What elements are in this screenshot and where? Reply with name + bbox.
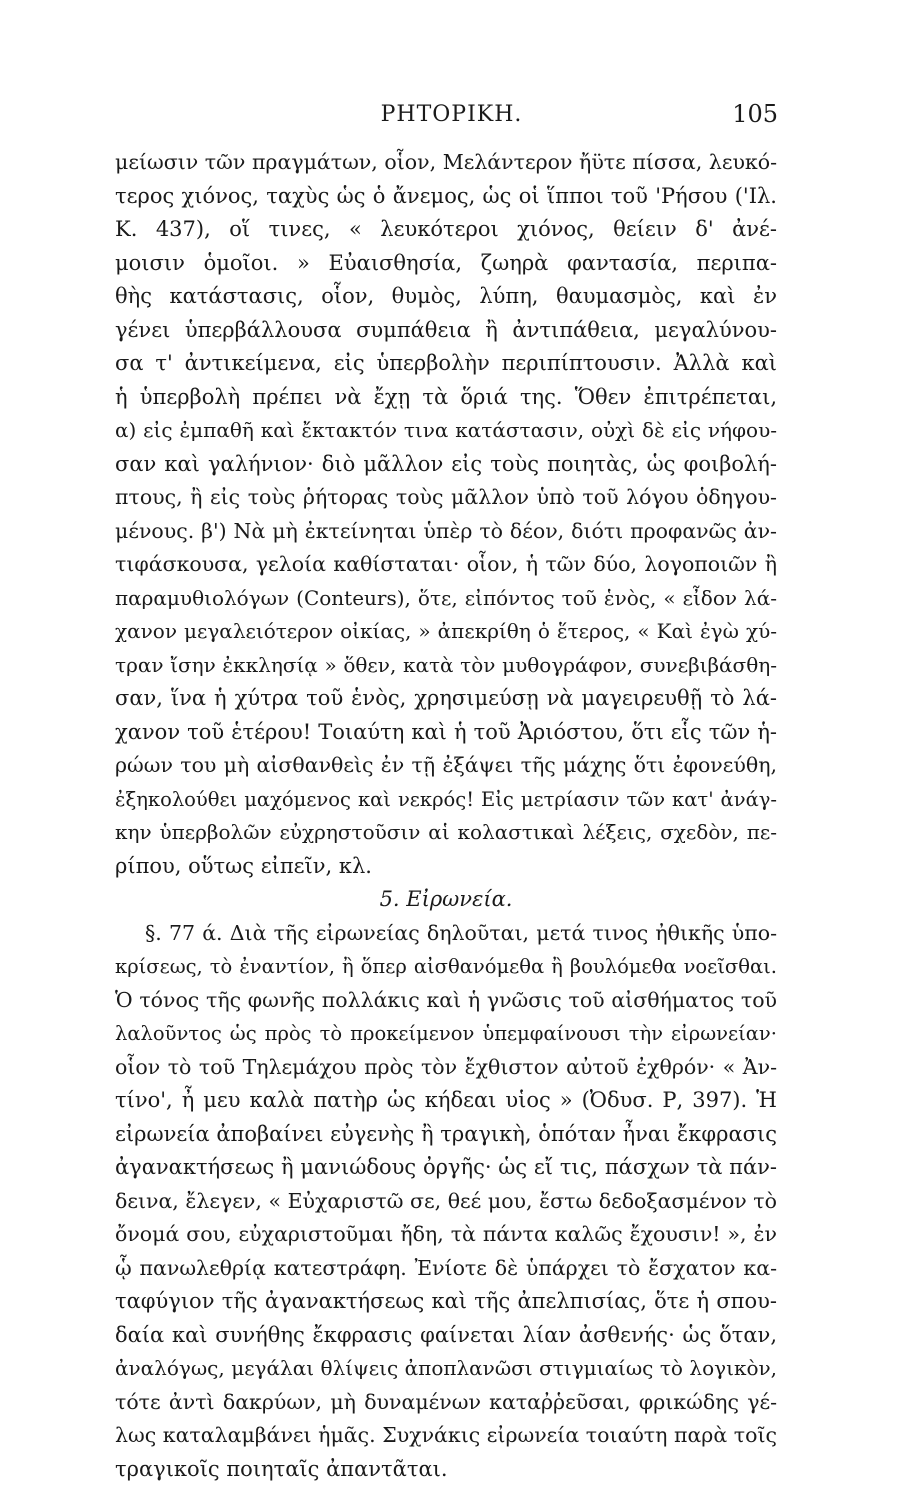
text-line: παραμυθιολόγων (Conteurs), ὅτε, εἰπόντος τοῦ ἑνὸς, « εἶδον λά- — [115, 585, 777, 610]
text-line: σα τ' ἀντικείμενα, εἰς ὑπερβολὴν περιπίπτουσιν. Ἀλλὰ καὶ — [115, 351, 777, 375]
text-line: ἡ ὑπερβολὴ πρέπει νὰ ἔχῃ τὰ ὅριά της. Ὅθεν ἐπιτρέπεται, — [115, 384, 777, 409]
text-line: ἀναλόγως, μεγάλαι θλίψεις ἀποπλανῶσι στιγμιαίως τὸ λογικὸν, — [115, 1356, 777, 1380]
page-header — [0, 96, 903, 136]
text-line: γένει ὑπερβάλλουσα συμπάθεια ἢ ἀντιπάθεια, μεγαλύνου- — [115, 317, 777, 342]
text-line: μείωσιν τῶν πραγμάτων, οἷον, Μελάντερον ἤϋτε πίσσα, λευκό- — [115, 150, 777, 174]
text-line: α) εἰς ἐμπαθῆ καὶ ἔκτακτόν τινα κατάστασιν, οὐχὶ δὲ εἰς νήφου- — [115, 418, 777, 442]
text-line: τιφάσκουσα, γελοία καθίσταται· οἷον, ἡ τῶν δύο, λογοποιῶν ἢ — [115, 552, 777, 576]
text-line: κρίσεως, τὸ ἐναντίον, ἢ ὅπερ αἰσθανόμεθα ἢ βουλόμεθα νοεῖσθαι. — [115, 955, 777, 978]
text-line: θὴς κατάστασις, οἷον, θυμὸς, λύπη, θαυμασμὸς, καὶ ἐν — [115, 284, 777, 308]
text-line: πτους, ἢ εἰς τοὺς ῥήτορας τοὺς μᾶλλον ὑπὸ τοῦ λόγου ὁδηγου- — [115, 485, 777, 509]
text-line: λως καταλαμβάνει ἡμᾶς. Συχνάκις εἰρωνεία τοιαύτη παρὰ τοῖς — [115, 1423, 777, 1447]
text-line: Ὁ τόνος τῆς φωνῆς πολλάκις καὶ ἡ γνῶσις τοῦ αἰσθήματος τοῦ — [115, 987, 777, 1012]
text-line: τίνο', ἦ μευ καλὰ πατὴρ ὡς κήδεαι υἱος » (Ὀδυσ. Ρ, 397). Ἡ — [115, 1088, 777, 1112]
text-line: §. 77 ά. Διὰ τῆς εἰρωνείας δηλοῦται, μετά τινος ἠθικῆς ὑπο- — [145, 920, 777, 945]
text-line: μένους. β') Νὰ μὴ ἐκτείνηται ὑπὲρ τὸ δέον, διότι προφανῶς ἀν- — [115, 518, 777, 543]
text-line: σαν, ἵνα ἡ χύτρα τοῦ ἑνὸς, χρησιμεύσῃ νὰ μαγειρευθῇ τὸ λά- — [115, 686, 777, 710]
text-line: κην ὑπερβολῶν εὐχρηστοῦσιν αἱ κολαστικαὶ λέξεις, σχεδὸν, πε- — [115, 820, 777, 844]
text-line: ἀγανακτήσεως ἢ μανιώδους ὀργῆς· ὡς εἴ τις, πάσχων τὰ πάν- — [115, 1155, 777, 1179]
page-number: 105 — [732, 100, 778, 128]
text-line: λαλοῦντος ὡς πρὸς τὸ προκείμενον ὑπεμφαίνουσι τὴν εἰρωνείαν· — [115, 1022, 777, 1045]
text-line: οἷον τὸ τοῦ Τηλεμάχου πρὸς τὸν ἔχθιστον αὐτοῦ ἐχθρόν· « Ἀν- — [115, 1054, 777, 1079]
text-line: μοισιν ὁμοῖοι. » Εὐαισθησία, ζωηρὰ φαντασία, περιπα- — [115, 250, 777, 275]
text-line: δεινα, ἔλεγεν, « Εὐχαριστῶ σε, θεέ μου, ἔστω δεδοξασμένον τὸ — [115, 1188, 777, 1213]
running-title: ΡΗΤΟΡΙΚΗ. — [380, 102, 523, 127]
text-line: τραν ἴσην ἐκκλησίᾳ » ὅθεν, κατὰ τὸν μυθογράφον, συνεβιβάσθη- — [115, 652, 777, 677]
text-line: δαία καὶ συνήθης ἔκφρασις φαίνεται λίαν ἀσθενής· ὡς ὅταν, — [115, 1322, 777, 1347]
text-line: τερος χιόνος, ταχὺς ὡς ὁ ἄνεμος, ὡς οἱ ἵπποι τοῦ 'Ρήσου ('Ιλ. — [115, 183, 777, 208]
text-line: ἐξηκολούθει μαχόμενος καὶ νεκρός! Εἰς μετρίασιν τῶν κατ' ἀνάγ- — [115, 787, 777, 811]
text-line: εἰρωνεία ἀποβαίνει εὐγενὴς ἢ τραγικὴ, ὁπόταν ἦναι ἔκφρασις — [115, 1121, 777, 1146]
text-line: τραγικοῖς ποιηταῖς ἀπαντᾶται. — [115, 1456, 448, 1481]
text-line: τότε ἀντὶ δακρύων, μὴ δυναμένων καταῤῥεῦσαι, φρικώδης γέ- — [115, 1389, 777, 1414]
text-line: χανον τοῦ ἑτέρου! Τοιαύτη καὶ ἡ τοῦ Ἀριόστου, ὅτι εἷς τῶν ἡ- — [115, 719, 777, 744]
body-text — [115, 146, 777, 1486]
text-line: ὄνομά σου, εὐχαριστοῦμαι ἤδη, τὰ πάντα καλῶς ἔχουσιν! », ἐν — [115, 1222, 777, 1246]
section-heading: 5. Εἰρωνεία. — [379, 887, 513, 911]
text-line: σαν καὶ γαλήνιον· διὸ μᾶλλον εἰς τοὺς ποιητὰς, ὡς φοιβολή- — [115, 451, 777, 476]
text-line: Κ. 437), οἵ τινες, « λευκότεροι χιόνος, θείειν δ' ἀνέ- — [115, 217, 777, 241]
text-line: χανον μεγαλειότερον οἰκίας, » ἀπεκρίθη ὁ ἕτερος, « Καὶ ἐγὼ χύ- — [115, 619, 777, 643]
text-line: ᾧ πανωλεθρίᾳ κατεστράφη. Ἐνίοτε δὲ ὑπάρχει τὸ ἔσχατον κα- — [115, 1255, 777, 1280]
text-line: ρώων του μὴ αἰσθανθεὶς ἐν τῇ ἐξάψει τῆς μάχης ὅτι ἐφονεύθη, — [115, 753, 777, 777]
text-line: ταφύγιον τῆς ἀγανακτήσεως καὶ τῆς ἀπελπισίας, ὅτε ἡ σπου- — [115, 1289, 777, 1313]
text-line: ρίπου, οὕτως εἰπεῖν, κλ. — [115, 853, 372, 878]
